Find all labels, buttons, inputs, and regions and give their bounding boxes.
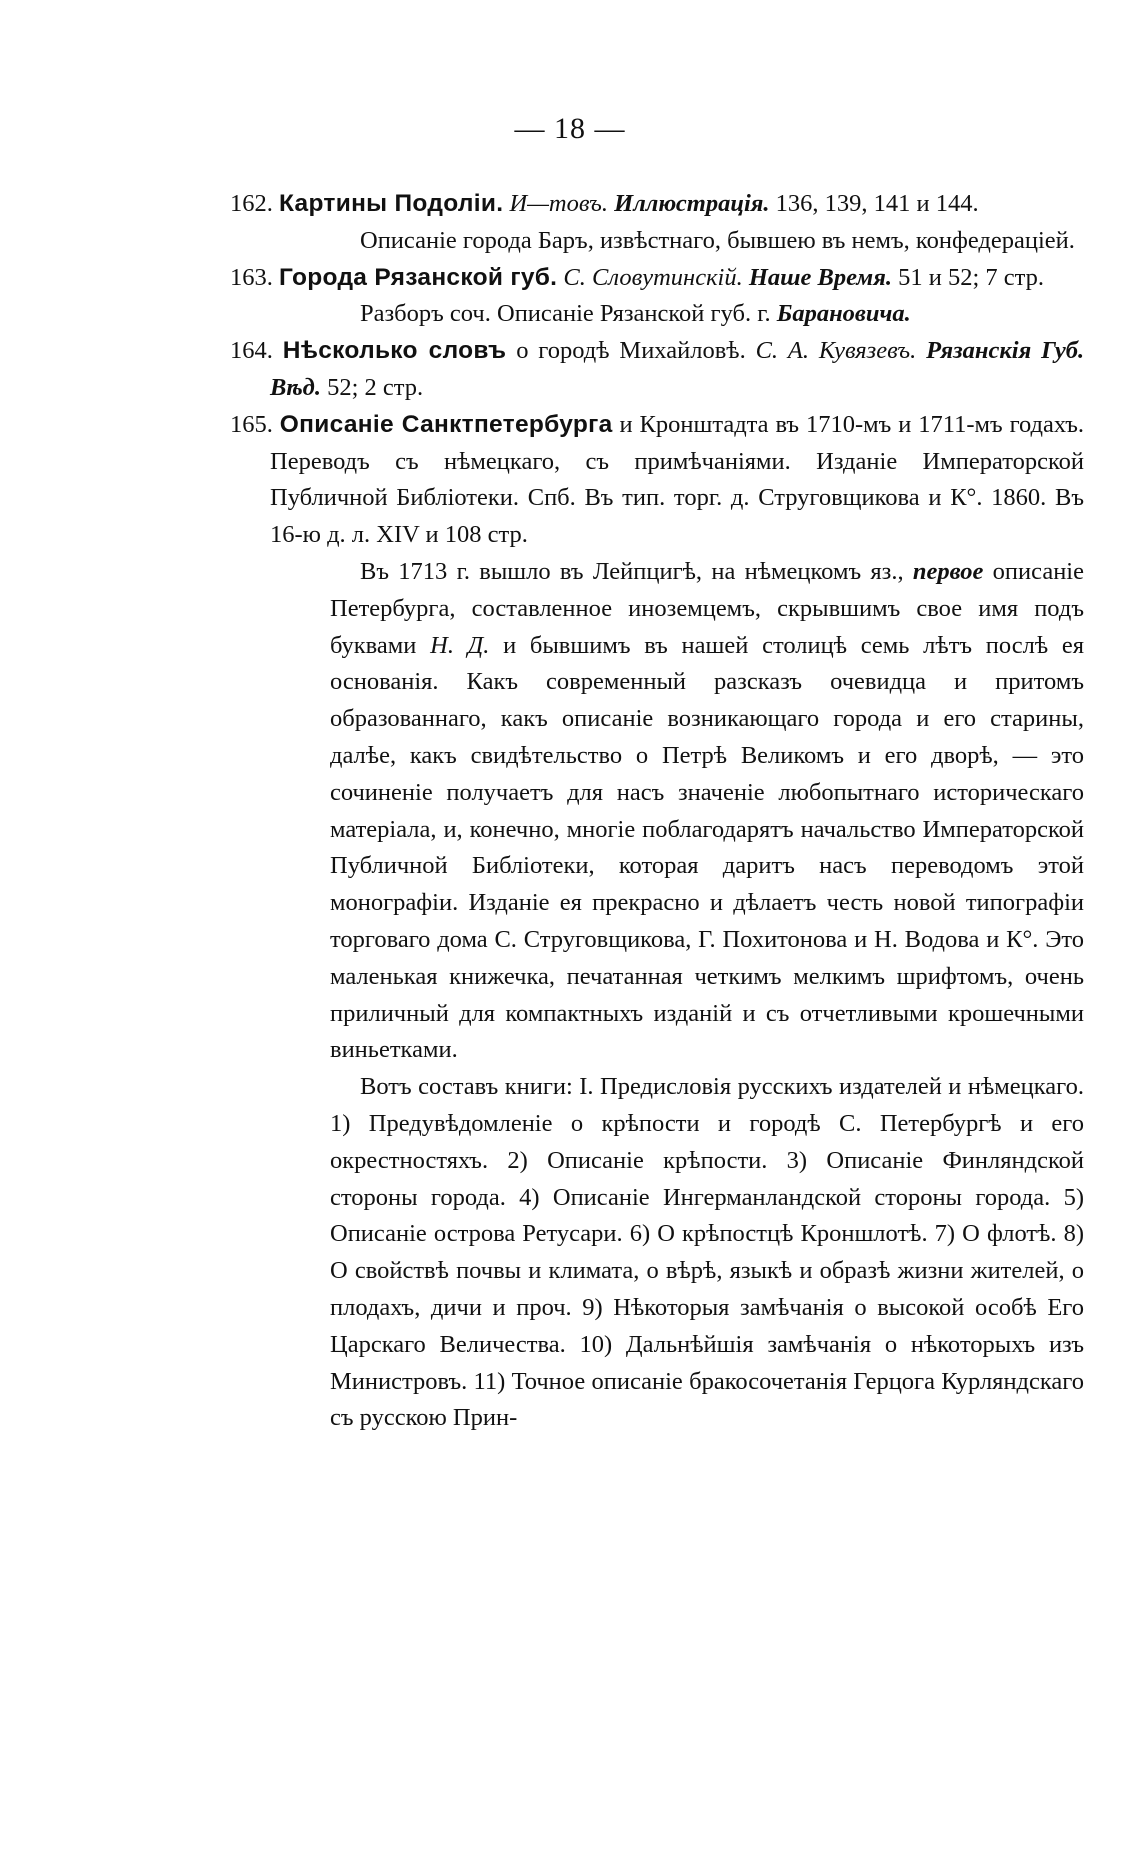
entry-subtitle: о городѣ Михайловѣ. [516, 337, 746, 365]
entry-number: 164. [230, 337, 273, 365]
note-text: Въ 1713 г. вышло въ Лейпцигѣ, на нѣмецкомъ яз., [360, 557, 904, 585]
entry-heading [170, 407, 1090, 554]
entry-pages: 51 и 52; 7 стр. [898, 263, 1045, 291]
contents-paragraph: Вотъ составъ книги: I. Предисловія русскихъ издателей и нѣмецкаго. 1) Предувѣдомленіе о крѣпости и городѣ С. Петербургѣ и его окрестностяхъ. 2) Описаніе крѣпости. 3) Описаніе Финляндской стороны города. 4) Описаніе Ингерманландской стороны города. 5) Описаніе острова Ретусари. 6) О крѣпостцѣ Кроншлотѣ. 7) О флотѣ. 8) О свойствѣ почвы и климата, о вѣрѣ, языкѣ и образѣ жизни жителей, о плодахъ, дичи и проч. 9) Нѣкоторыя замѣчанія о высокой особѣ Его Царскаго Величества. 10) Дальнѣйшія замѣчанія о нѣкоторыхъ изъ Министровъ. 11) Точное описаніе бракосочетанія Герцога Курляндскаго съ русскою Прин- [330, 1073, 1084, 1432]
entry-heading [170, 186, 1090, 223]
entry-author: С. Словутинскій. [563, 263, 743, 291]
entry-162 [170, 186, 1090, 260]
entry-details: и Кронштадта въ 1710-мъ и 1711-мъ годахъ. Переводъ съ нѣмецкаго, съ примѣчаніями. Изданіе Императорской Публичной Библіотеки. Спб. Въ тип. торг. д. Струговщикова и К°. 1860. Въ 16-ю д. л. XIV и 108 стр. [270, 410, 1085, 549]
entry-note [170, 296, 1090, 333]
entry-note: Описаніе города Баръ, извѣстнаго, бывшею въ немъ, конфедераціей. [360, 226, 1075, 254]
entry-heading [170, 333, 1090, 407]
entry-number: 165. [230, 410, 273, 438]
entry-number: 163. [230, 263, 273, 291]
note-initials: Н. Д. [430, 631, 490, 659]
entry-author: С. А. Кувязевъ. [755, 337, 917, 365]
entry-heading [170, 260, 1090, 297]
note-emphasis: первое [912, 557, 984, 585]
entry-title: Картины Подоліи. [279, 190, 504, 217]
entry-title: Города Рязанской губ. [279, 263, 558, 291]
note-text: описаніе Петербурга, составленное иноземцемъ, скрывшимъ свое имя подъ буквами [330, 557, 1084, 659]
entry-source: Наше Время. [748, 263, 892, 291]
entry-source: Рязанскія Губ. Вѣд. [270, 337, 1085, 401]
entry-pages: 136, 139, 141 и 144. [775, 190, 979, 217]
entry-title: Нѣсколько словъ [282, 337, 507, 365]
entry-number: 162. [230, 190, 273, 217]
entry-pages: 52; 2 стр. [327, 373, 424, 401]
entry-164 [170, 333, 1090, 407]
note-text: Разборъ соч. Описаніе Рязанской губ. г. [360, 300, 771, 328]
note-emphasis: Барановича. [776, 300, 911, 328]
page-number: — 18 — [514, 112, 626, 145]
entry-title: Описаніе Санктпетербурга [279, 410, 613, 438]
entry-author: И—товъ. [509, 190, 609, 217]
entry-165 [170, 407, 1090, 1437]
entry-source: Иллюстрація. [614, 190, 770, 217]
page-content [170, 186, 1090, 1437]
note-text: и бывшимъ въ нашей столицѣ семь лѣтъ послѣ ея основанія. Какъ современный разсказъ очевидца и притомъ образованнаго, какъ описаніе возникающаго города и его старины, далѣе, какъ свидѣтельство о Петрѣ Великомъ и его дворѣ, — это сочиненіе получаетъ для насъ значеніе любопытнаго историческаго матеріала, и, конечно, многіе поблагодарятъ начальство Императорской Публичной Библіотеки, которая даритъ насъ переводомъ этой монографіи. Изданіе ея прекрасно и дѣлаетъ честь новой типографіи торговаго дома С. Струговщикова, Г. Похитонова и Н. Водова и К°. Это маленькая книжечка, печатанная четкимъ мелкимъ шрифтомъ, очень приличный для компактныхъ изданій и съ отчетливыми крошечными виньетками. [330, 631, 1084, 1064]
entry-note [170, 554, 1090, 1069]
entry-163 [170, 260, 1090, 334]
